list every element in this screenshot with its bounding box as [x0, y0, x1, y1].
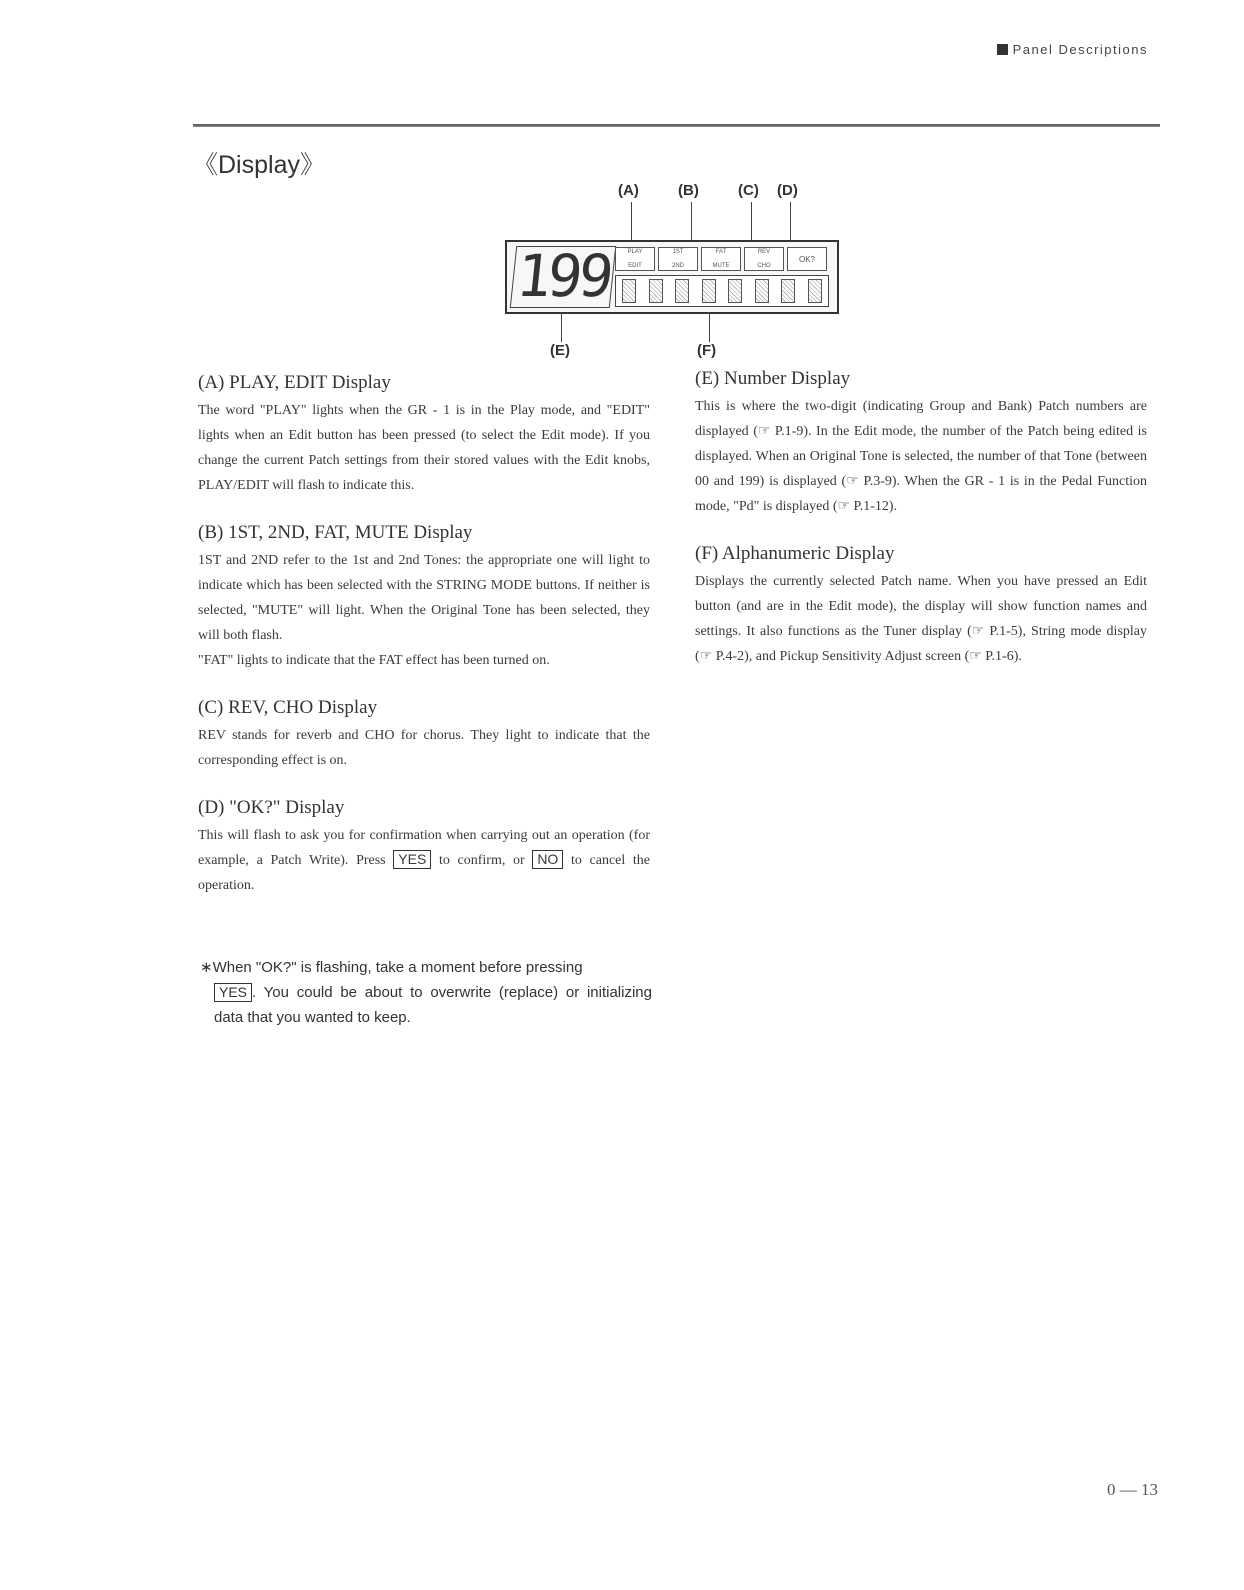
number-display: 199	[510, 246, 617, 308]
section-b-body: 1ST and 2ND refer to the 1st and 2nd Tones: the appropriate one will light to indicate which has been selected with the STRING MODE buttons. If neither is selected, "MUTE" will light. When the Original Tone has been selected, they will both flash.	[198, 553, 650, 643]
alpha-segment	[781, 279, 795, 303]
section-f	[695, 543, 1147, 669]
indicator-ok	[787, 247, 827, 271]
callout-a: (A)	[618, 182, 639, 199]
page-number: 0 — 13	[1107, 1480, 1158, 1499]
indicator-cho: CHO	[757, 263, 771, 269]
indicator-ok-label: OK?	[798, 254, 815, 264]
indicator-play: PLAY	[627, 249, 643, 255]
indicator-edit: EDIT	[628, 263, 642, 269]
callout-d: (D)	[777, 182, 798, 199]
section-b	[198, 522, 650, 673]
yes-key: YES	[393, 850, 431, 869]
section-c-heading: (C) REV, CHO Display	[198, 697, 378, 718]
section-e	[695, 368, 1147, 519]
section-d-text-start: This will flash to ask you for confirmation when carrying out an operation (for example, a Patch Write). Press	[198, 828, 650, 868]
leader-line-e	[561, 312, 562, 342]
alphanumeric-display	[615, 275, 829, 307]
header-rule	[193, 124, 1160, 127]
indicator-fat-mute	[701, 247, 741, 271]
left-column	[198, 372, 650, 922]
right-column	[695, 368, 1147, 693]
lcd-panel	[505, 240, 839, 314]
indicator-1st: 1ST	[672, 249, 684, 255]
indicator-rev: REV	[757, 249, 771, 255]
indicator-2nd: 2ND	[671, 263, 684, 269]
callout-b: (B)	[678, 182, 699, 199]
indicator-fat: FAT	[715, 249, 727, 255]
leader-line-f	[709, 312, 710, 342]
section-a-heading: (A) PLAY, EDIT Display	[198, 372, 391, 393]
indicator-play-edit	[615, 247, 655, 271]
alpha-segment	[755, 279, 769, 303]
callout-f: (F)	[697, 342, 717, 359]
note-line-2	[200, 980, 652, 1030]
section-a	[198, 372, 650, 498]
indicator-1st-2nd	[658, 247, 698, 271]
note-text-start: ∗When "OK?" is flashing, take a moment before pressing	[200, 959, 583, 976]
note-text-end: . You could be about to overwrite (replace) or initializing data that you wanted to keep.	[214, 984, 652, 1026]
section-e-heading: (E) Number Display	[695, 368, 851, 389]
alpha-segment	[702, 279, 716, 303]
alpha-segment	[675, 279, 689, 303]
section-b-body-fat: "FAT" lights to indicate that the FAT effect has been turned on.	[198, 653, 550, 668]
note-yes-key: YES	[214, 983, 252, 1002]
running-header-text: Panel Descriptions	[1012, 42, 1148, 57]
indicator-row	[615, 247, 827, 271]
callout-c: (C)	[738, 182, 759, 199]
callout-e: (E)	[550, 342, 570, 359]
square-bullet-icon	[997, 44, 1008, 55]
section-d-text-end: to cancel the operation.	[198, 853, 651, 893]
section-f-body: Displays the currently selected Patch name. When you have pressed an Edit button (and are in the Edit mode), the display will show function names and settings. It also functions as the Tuner display (☞ P.1-5), String mode display (☞ P.4-2), and Pickup Sensitivity Adjust screen (☞ P.1-6).	[695, 574, 1147, 664]
display-panel-figure	[505, 178, 845, 368]
running-header	[997, 42, 1148, 57]
section-e-body: This is where the two-digit (indicating Group and Bank) Patch numbers are displayed (☞ P.1-9). In the Edit mode, the number of the Patch being edited is displayed. When an Original Tone is selected, the number of that Tone (between 00 and 199) is displayed (☞ P.3-9). When the GR - 1 is in the Pedal Function mode, "Pd" is displayed (☞ P.1-12).	[695, 399, 1147, 514]
section-c-body: REV stands for reverb and CHO for chorus. They light to indicate that the corresponding effect is on.	[198, 728, 650, 768]
section-d-text-mid: to confirm, or	[438, 853, 525, 868]
section-b-heading: (B) 1ST, 2ND, FAT, MUTE Display	[198, 522, 473, 543]
page-title: 《Display》	[193, 151, 325, 179]
alpha-segment	[728, 279, 742, 303]
indicator-mute: MUTE	[712, 263, 730, 269]
alpha-segment	[649, 279, 663, 303]
alpha-segment	[808, 279, 822, 303]
caution-note	[200, 955, 652, 1030]
section-d-heading: (D) "OK?" Display	[198, 797, 345, 818]
section-a-body: The word "PLAY" lights when the GR - 1 is in the Play mode, and "EDIT" lights when an Edit button has been pressed (to select the Edit mode). If you change the current Patch settings from their stored values with the Edit knobs, PLAY/EDIT will flash to indicate this.	[198, 403, 650, 493]
section-f-heading: (F) Alphanumeric Display	[695, 543, 895, 564]
section-c	[198, 697, 650, 773]
section-d-body	[198, 823, 650, 898]
indicator-rev-cho	[744, 247, 784, 271]
alpha-segment	[622, 279, 636, 303]
no-key: NO	[532, 850, 563, 869]
section-d	[198, 797, 650, 898]
